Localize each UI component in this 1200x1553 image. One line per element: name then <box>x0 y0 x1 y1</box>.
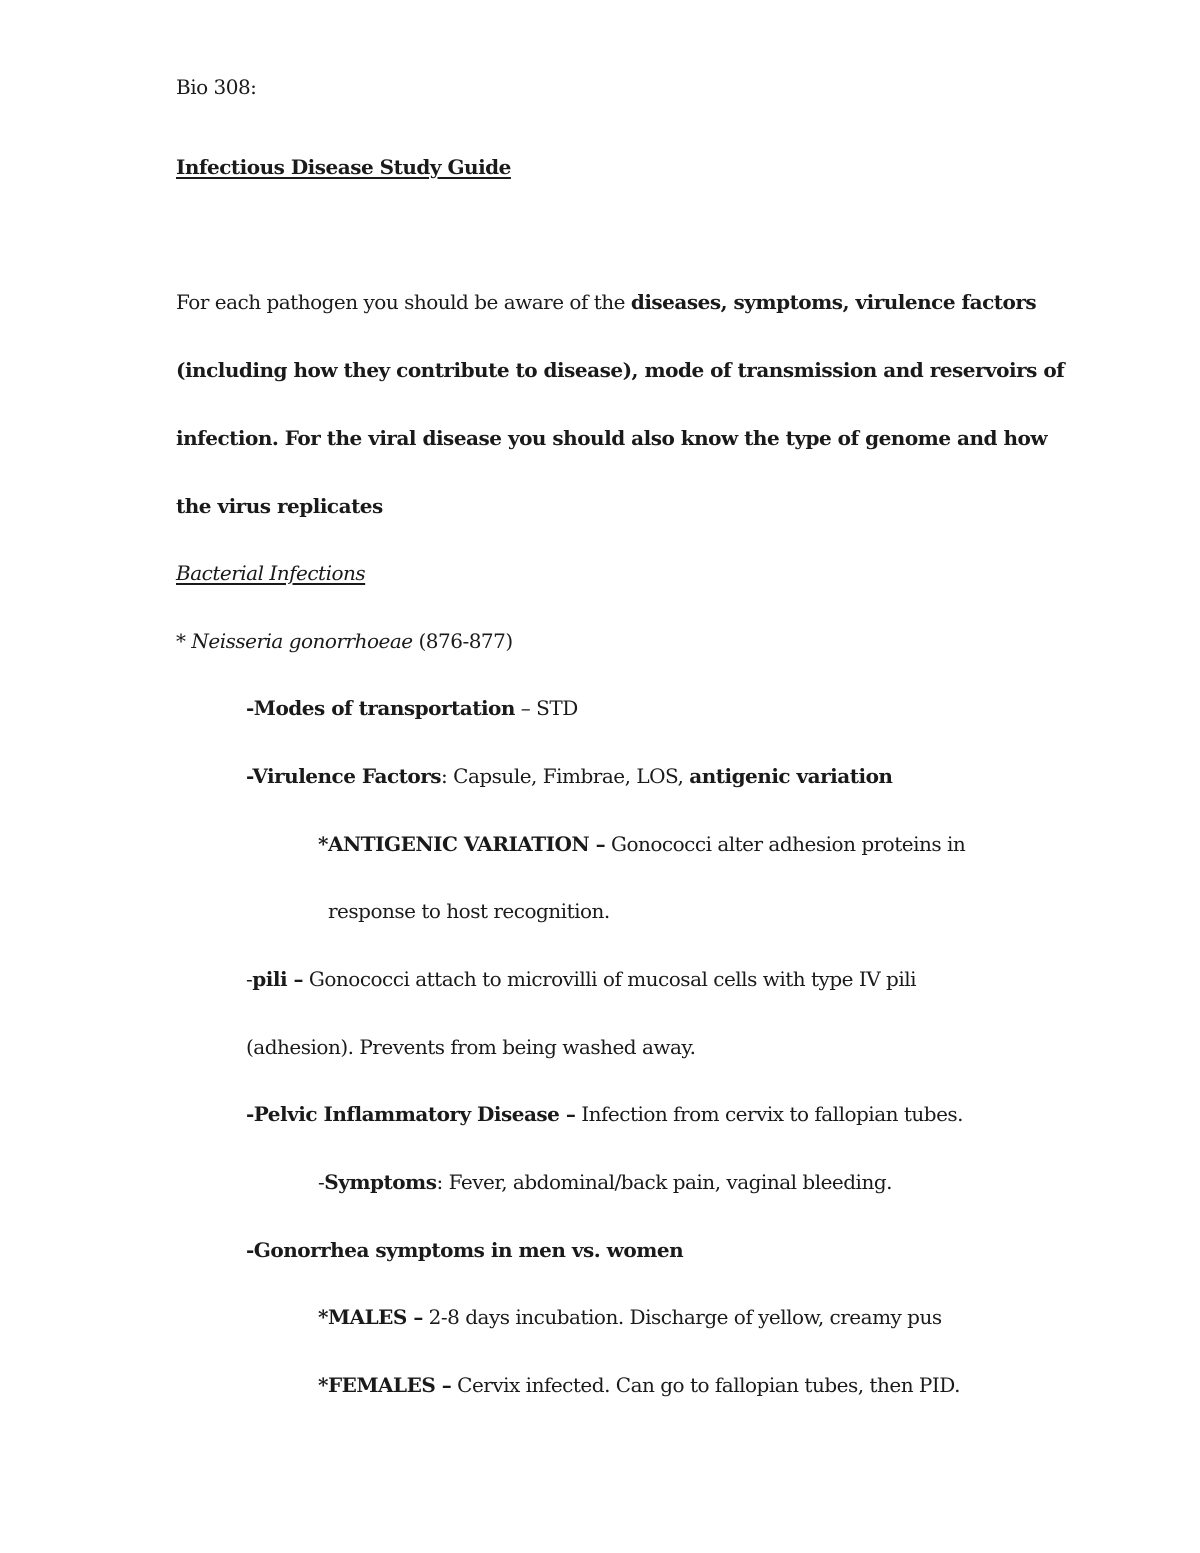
pili-cont-text: (adhesion). Prevents from being washed away. <box>246 1035 696 1059</box>
pathogen-pages: (876-877) <box>412 629 513 653</box>
pili-item <box>246 965 916 993</box>
antigenic-variation-text: Gonococci alter adhesion proteins in <box>605 832 966 856</box>
pathogen-heading <box>176 627 513 655</box>
symptoms-text: : Fever, abdominal/back pain, vaginal bleeding. <box>436 1170 892 1194</box>
intro-line-1-plain: For each pathogen you should be aware of the <box>176 290 631 314</box>
intro-line-4 <box>176 492 383 520</box>
course-label <box>176 73 256 101</box>
pathogen-star: * <box>176 629 192 653</box>
males-item <box>318 1303 942 1331</box>
intro-line-1-bold: diseases, symptoms, virulence factors <box>630 290 1037 314</box>
symptoms-dash: - <box>318 1170 325 1194</box>
document-title <box>176 153 511 181</box>
intro-line-1 <box>176 288 1036 316</box>
antigenic-variation-item <box>318 830 965 858</box>
females-item <box>318 1371 960 1399</box>
intro-line-2-text: (including how they contribute to disease), mode of transmission and reservoirs of <box>176 358 1065 382</box>
virulence-term: -Virulence Factors <box>246 764 442 788</box>
intro-line-4-text: the virus replicates <box>176 494 383 518</box>
antigenic-variation-term: *ANTIGENIC VARIATION – <box>318 832 606 856</box>
intro-line-3 <box>176 424 1047 452</box>
intro-line-2 <box>176 356 1064 384</box>
females-text: Cervix infected. Can go to fallopian tubes, then PID. <box>451 1373 960 1397</box>
title-text: Infectious Disease Study Guide <box>176 155 511 179</box>
virulence-bold-end: antigenic variation <box>689 764 893 788</box>
virulence-item <box>246 762 892 790</box>
section-heading-text: Bacterial Infections <box>176 561 366 585</box>
females-term: *FEMALES – <box>318 1373 452 1397</box>
modes-item <box>246 694 578 722</box>
pili-text: Gonococci attach to microvilli of mucosal cells with type IV pili <box>303 967 917 991</box>
males-term: *MALES – <box>318 1305 423 1329</box>
antigenic-variation-continued <box>328 897 610 925</box>
pid-item <box>246 1100 963 1128</box>
modes-text: – STD <box>514 696 578 720</box>
intro-line-3-text: infection. For the viral disease you should also know the type of genome and how <box>176 426 1048 450</box>
gonorrhea-symptoms-item <box>246 1236 683 1264</box>
section-heading <box>176 559 365 587</box>
gonorrhea-symptoms-term: -Gonorrhea symptoms in men vs. women <box>246 1238 684 1262</box>
pid-text: Infection from cervix to fallopian tubes. <box>575 1102 964 1126</box>
pili-continued <box>246 1033 695 1061</box>
modes-term: -Modes of transportation <box>246 696 515 720</box>
males-text: 2-8 days incubation. Discharge of yellow, creamy pus <box>422 1305 942 1329</box>
symptoms-item <box>318 1168 892 1196</box>
antigenic-variation-cont-text: response to host recognition. <box>328 899 610 923</box>
course-text: Bio 308: <box>176 75 257 99</box>
pid-term: -Pelvic Inflammatory Disease – <box>246 1102 576 1126</box>
pili-dash: - <box>246 967 253 991</box>
virulence-text: : Capsule, Fimbrae, LOS, <box>441 764 690 788</box>
symptoms-term: Symptoms <box>324 1170 437 1194</box>
pili-term: pili – <box>252 967 304 991</box>
pathogen-name: Neisseria gonorrhoeae <box>191 629 413 653</box>
